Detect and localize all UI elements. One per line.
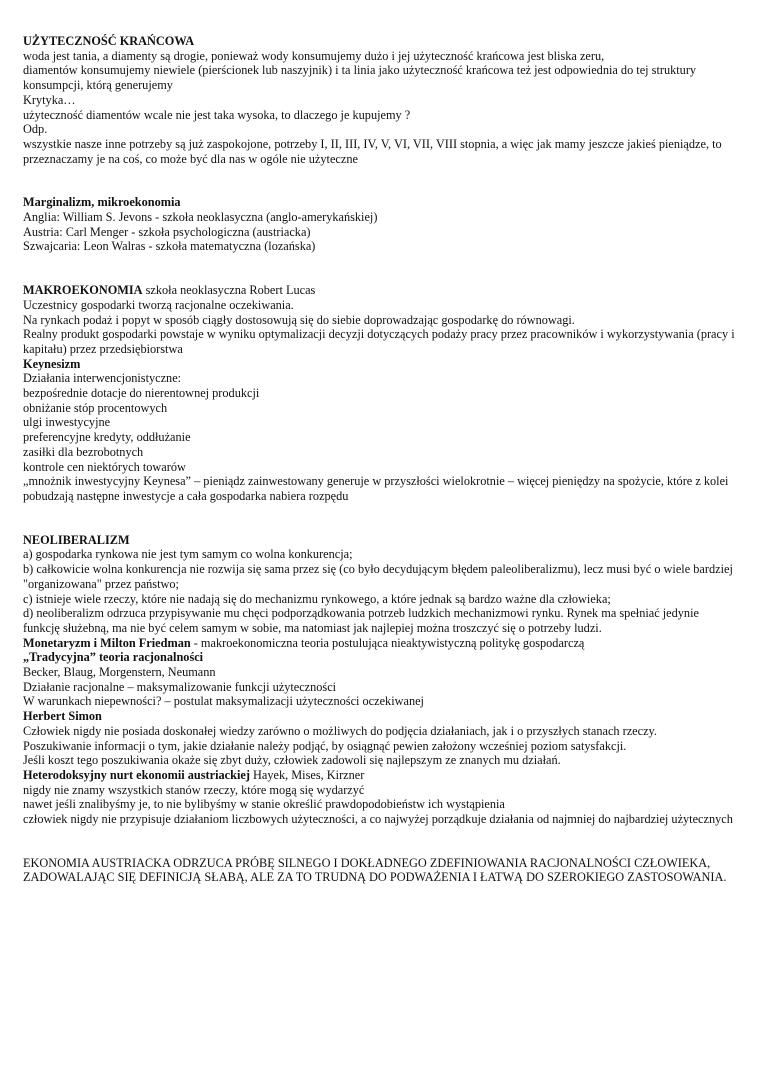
section-title-macroeconomics: MAKROEKONOMIA <box>23 283 143 298</box>
paragraph: Anglia: William S. Jevons - szkoła neoklasyczna (anglo-amerykańskiej) <box>23 210 378 225</box>
list-item: c) istnieje wiele rzeczy, które nie nadają się do mechanizmu rynkowego, a które jednak są bardzo ważne dla człowieka; <box>23 591 611 606</box>
section-neoliberalism <box>23 533 735 827</box>
list-item: d) neoliberalizm odrzuca przypisywanie mu chęci podporządkowania potrzeb ludzkich mechanizmowi rynku. Rynek ma spełniać jedynie funkcję służebną, ma nie być celem samym w sobie, ma natomiast jak najlepiej można troszczyć się o potrzeby ludzi. <box>23 606 699 635</box>
paragraph: Realny produkt gospodarki powstaje w wyniku optymalizacji decyzji dotyczących podaży pracy przez pracowników i wykorzystywania (pracy i kapitału) przez przedsiębiorstwa <box>23 327 735 356</box>
paragraph: Poszukiwanie informacji o tym, jakie działanie należy podjąć, by osiągnąć pewien założony wcześniej poziom satysfakcji. <box>23 738 627 753</box>
paragraph: woda jest tania, a diamenty są drogie, ponieważ wody konsumujemy dużo i jej użyteczność krańcowa jest bliska zeru, <box>23 48 605 63</box>
spacer <box>23 166 735 195</box>
spacer <box>23 254 735 283</box>
section-title-subtext: szkoła neoklasyczna Robert Lucas <box>142 283 316 298</box>
paragraph: użyteczność diamentów wcale nie jest taka wysoka, to dlaczego je kupujemy ? <box>23 107 411 122</box>
list-item: b) całkowicie wolna konkurencja nie rozwija się sama przez się (co było decydującym błędem paleoliberalizmu), lecz musi być o wiele bardziej "organizowana" przez państwo; <box>23 562 733 591</box>
section-title-marginalism: Marginalizm, mikroekonomia <box>23 195 181 210</box>
section-marginal-utility <box>23 34 735 166</box>
list-item: preferencyjne kredyty, oddłużanie <box>23 430 191 445</box>
section-marginalism <box>23 195 735 254</box>
paragraph-uppercase: EKONOMIA AUSTRIACKA ODRZUCA PRÓBĘ SILNEGO I DOKŁADNEGO ZDEFINIOWANIA RACJONALNOŚCI CZŁOWIEKA, ZADOWALAJĄC SIĘ DEFINICJĄ SŁABĄ, ALE ZA TO TRUDNĄ DO PODWAŻENIA I ŁATWĄ DO SZEROKIEGO ZASTOSOWANIA. <box>23 855 727 885</box>
subheading-monetarism: Monetaryzm i Milton Friedman <box>23 635 191 650</box>
list-item: obniżanie stóp procentowych <box>23 400 168 415</box>
section-conclusion <box>23 856 735 885</box>
monetarism-text: - makroekonomiczna teoria postulująca nieaktywistyczną politykę gospodarczą <box>190 635 585 650</box>
subheading-traditional-rationality: „Tradycyjna” teoria racjonalności <box>23 650 204 665</box>
paragraph: Jeśli koszt tego poszukiwania okaże się zbyt duży, człowiek zadowoli się najlepszym ze znanych mu działań. <box>23 753 561 768</box>
subheading-herbert-simon: Herbert Simon <box>23 709 102 724</box>
list-item: a) gospodarka rynkowa nie jest tym samym co wolna konkurencja; <box>23 547 353 562</box>
section-macroeconomics <box>23 283 735 504</box>
paragraph: Na rynkach podaż i popyt w sposób ciągły dostosowują się do siebie doprowadzając gospodarkę do równowagi. <box>23 312 575 327</box>
paragraph: Becker, Blaug, Morgenstern, Neumann <box>23 665 216 680</box>
paragraph: „mnożnik inwestycyjny Keynesa” – pieniądz zainwestowany generuje w przyszłości wielokrotnie – więcej pieniędzy na spożycie, które z kolei pobudzają następne inwestycje a cała gospodarka nabiera rozpędu <box>23 474 729 503</box>
paragraph: wszystkie nasze inne potrzeby są już zaspokojone, potrzeby I, II, III, IV, V, VI, VII, VIII stopnia, a więc jak mamy jeszcze jakieś pieniądze, to przeznaczamy je na coś, co może być dla nas w ogóle nie użyteczne <box>23 136 722 166</box>
paragraph: Szwajcaria: Leon Walras - szkoła matematyczna (lozańska) <box>23 239 316 254</box>
paragraph: nawet jeśli znalibyśmy je, to nie bylibyśmy w stanie określić prawdopodobieństw ich wystąpienia <box>23 797 505 812</box>
list-item: kontrole cen niektórych towarów <box>23 459 186 474</box>
subheading-keynesianism: Keynesizm <box>23 356 81 371</box>
paragraph: W warunkach niepewności? – postulat maksymalizacji użyteczności oczekiwanej <box>23 694 424 709</box>
spacer <box>23 827 735 856</box>
paragraph: Działania interwencjonistyczne: <box>23 371 182 386</box>
paragraph: Austria: Carl Menger - szkoła psychologiczna (austriacka) <box>23 224 311 239</box>
section-title-marginal-utility: UŻYTECZNOŚĆ KRAŃCOWA <box>23 34 195 48</box>
spacer <box>23 504 735 533</box>
paragraph: diamentów konsumujemy niewiele (pierścionek lub naszyjnik) i ta linia jako użyteczność krańcowa też jest odpowiednia do tej struktury konsumpcji, którą generujemy <box>23 63 697 93</box>
paragraph: Krytyka… <box>23 92 76 107</box>
paragraph: nigdy nie znamy wszystkich stanów rzeczy, które mogą się wydarzyć <box>23 782 365 797</box>
document-page <box>23 34 735 885</box>
paragraph: Odp. <box>23 122 48 137</box>
paragraph: Człowiek nigdy nie posiada doskonałej wiedzy zarówno o możliwych do podjęcia działaniach, jak i o przyszłych stanach rzeczy. <box>23 723 657 738</box>
list-item: zasiłki dla bezrobotnych <box>23 444 144 459</box>
heterodox-line <box>23 768 735 783</box>
monetarism-line <box>23 636 735 651</box>
subheading-heterodox: Heterodoksyjny nurt ekonomii austriackiej <box>23 767 250 782</box>
paragraph: Uczestnicy gospodarki tworzą racjonalne oczekiwania. <box>23 297 294 312</box>
section-title-neoliberalism: NEOLIBERALIZM <box>23 532 130 547</box>
list-item: ulgi inwestycyjne <box>23 415 111 430</box>
paragraph: człowiek nigdy nie przypisuje działaniom liczbowych użyteczności, a co najwyżej porządkuje działania od najmniej do najbardziej użytecznych <box>23 812 733 827</box>
heterodox-authors: Hayek, Mises, Kirzner <box>249 767 365 782</box>
section-heading-macroeconomics <box>23 283 735 298</box>
paragraph: Działanie racjonalne – maksymalizowanie funkcji użyteczności <box>23 679 337 694</box>
list-item: bezpośrednie dotacje do nierentownej produkcji <box>23 386 260 401</box>
